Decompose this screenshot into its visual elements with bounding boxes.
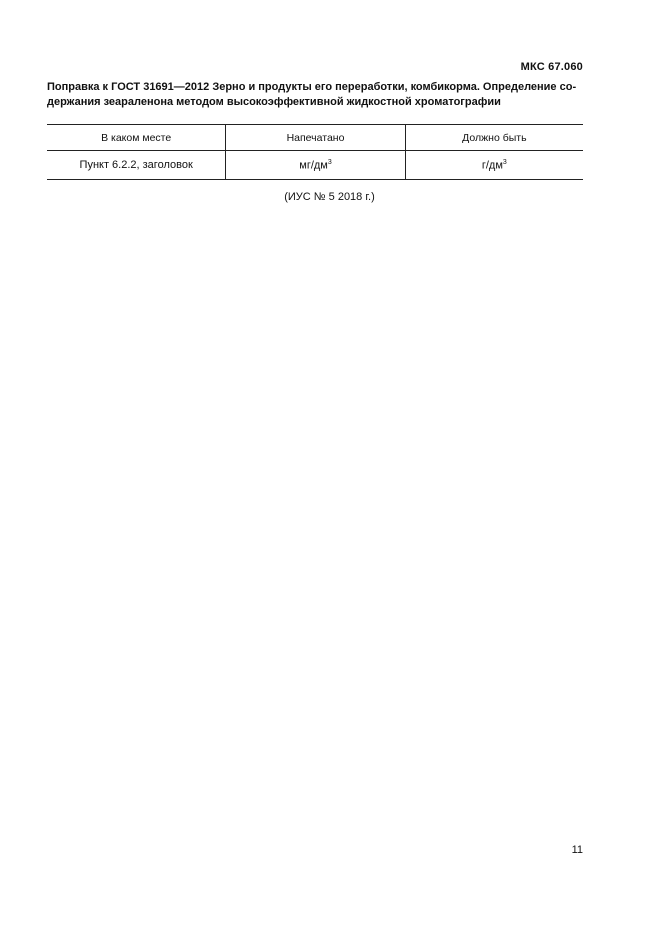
amendment-title (47, 80, 583, 110)
correct-unit-exponent: 3 (502, 158, 507, 166)
correct-unit: г/дм (481, 159, 503, 172)
cell-place: Пункт 6.2.2, заголовок (47, 151, 226, 180)
amendment-title-line-1: Поправка к ГОСТ 31691—2012 Зерно и продукты его переработки, комбикорма. Определение со- (47, 81, 577, 93)
source-reference-text: (ИУС № 5 2018 г.) (284, 191, 375, 203)
header-place: В каком месте (47, 125, 226, 151)
header-printed: Напечатано (226, 125, 405, 151)
header-correct: Должно быть (405, 125, 583, 151)
source-reference (0, 191, 661, 203)
correction-table (47, 124, 583, 180)
amendment-title-line-2: держания зеараленона методом высокоэффективной жидкостной хроматографии (47, 96, 501, 108)
table-row (47, 151, 583, 180)
cell-correct (405, 151, 583, 180)
cell-printed (226, 151, 405, 180)
page-number: 11 (571, 844, 583, 856)
printed-unit: мг/дм (299, 159, 328, 172)
classification-code: МКС 67.060 (520, 61, 583, 73)
table-header-row (47, 125, 583, 151)
printed-unit-exponent: 3 (327, 158, 332, 166)
